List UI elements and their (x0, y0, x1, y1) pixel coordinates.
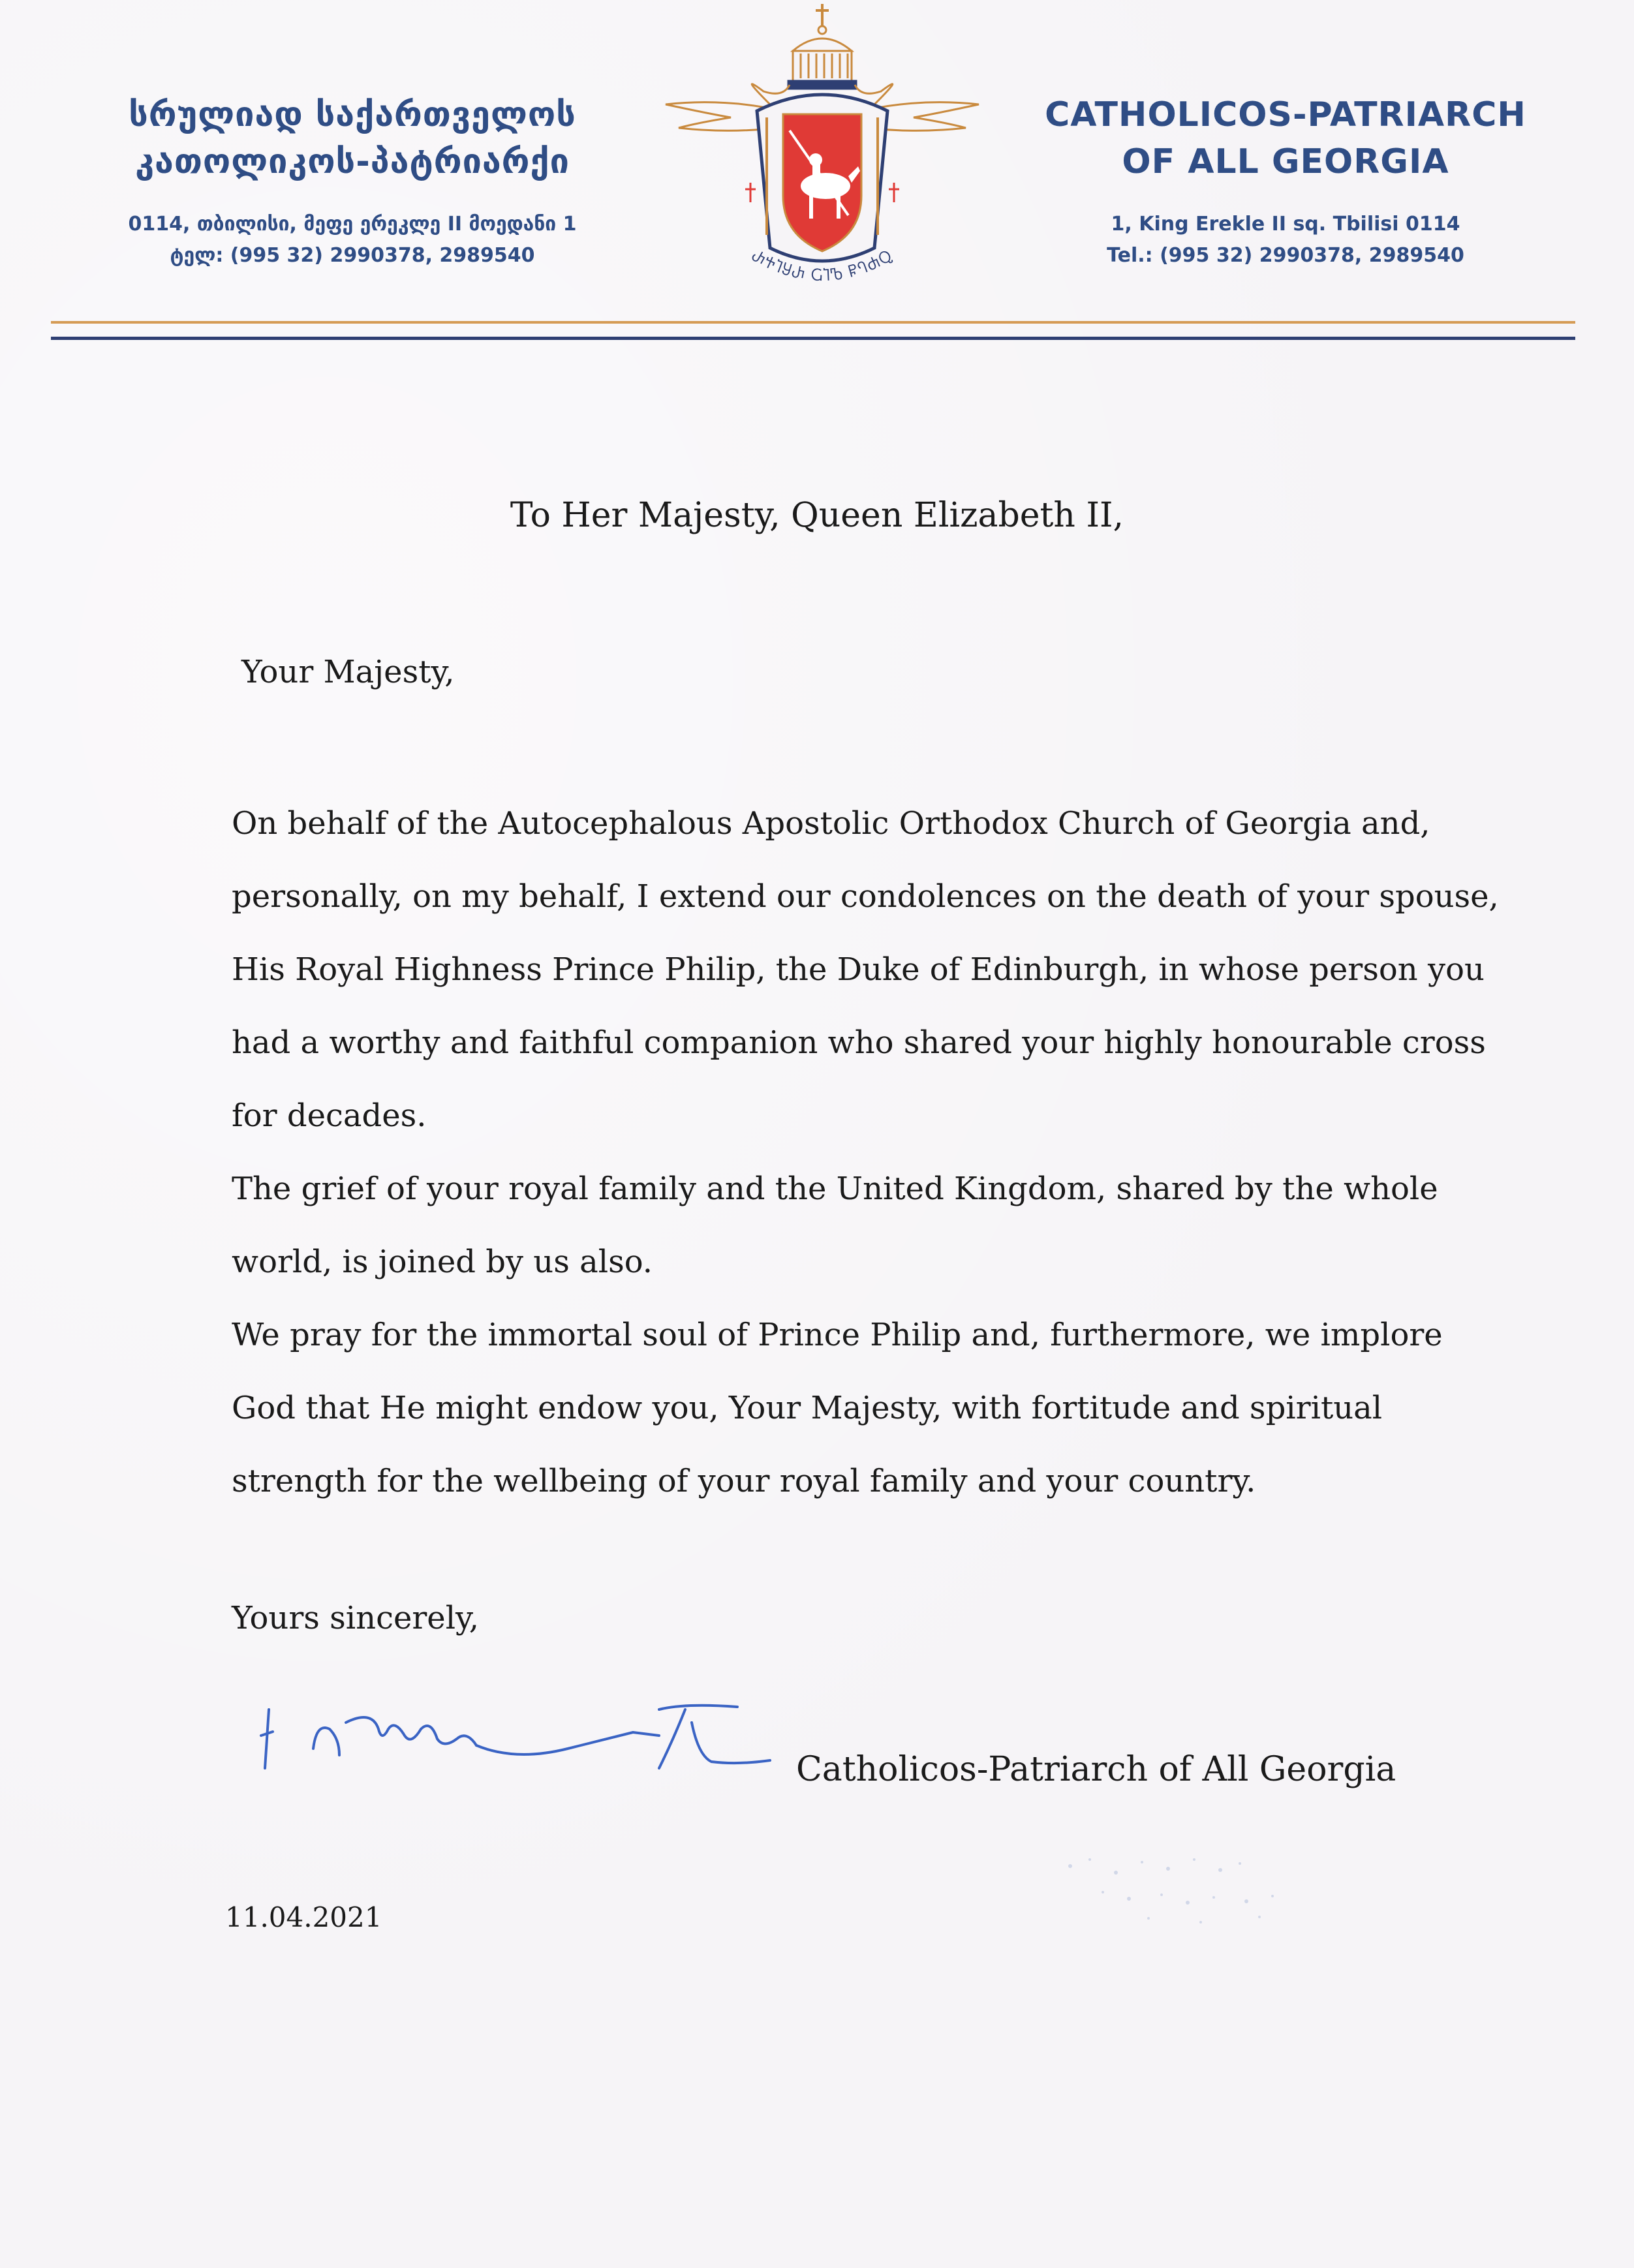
recipient-line: To Her Majesty, Queen Elizabeth II, (510, 496, 1124, 535)
cross-icon (816, 4, 829, 26)
paragraph-line: His Royal Highness Prince Philip, the Duke of Edinburgh, in whose person you (232, 951, 1485, 988)
emblem-ribbon-text: ႰႵႨႸႰ ႺႨႪ ႼႤႻႭ (748, 247, 897, 285)
letterhead-georgian-title-line2: კათოლიკოს-პატრიარქი (135, 142, 570, 181)
paragraph-line: for decades. (232, 1097, 427, 1134)
paragraph-line: personally, on my behalf, I extend our condolences on the death of your spouse, (232, 878, 1499, 915)
crown-icon (788, 26, 856, 89)
letterhead-georgian-phone: ტელ: (995 32) 2990378, 2989540 (170, 244, 535, 267)
letterhead-divider-gold (51, 321, 1575, 324)
letterhead-english-title-line1: CATHOLICOS-PATRIARCH (1045, 95, 1526, 134)
letterhead-english (992, 91, 1579, 271)
paragraph-line: On behalf of the Autocephalous Apostolic Orthodox Church of Georgia and, (232, 805, 1430, 842)
paragraph-line: God that He might endow you, Your Majesty, with fortitude and spiritual (232, 1390, 1383, 1426)
paragraph-line: The grief of your royal family and the United Kingdom, shared by the whole (232, 1171, 1438, 1207)
closing: Yours sincerely, (232, 1600, 480, 1636)
patriarchal-emblem-icon (653, 0, 992, 307)
salutation: Your Majesty, (241, 654, 455, 690)
letter-date: 11.04.2021 (225, 1901, 382, 1933)
paragraph-grief (232, 1152, 1438, 1298)
letterhead-english-phone: Tel.: (995 32) 2990378, 2989540 (1107, 244, 1464, 267)
paragraph-condolences (232, 787, 1499, 1152)
shield-icon (783, 114, 861, 251)
letterhead-georgian-title-line1: სრულიად საქართველოს (129, 95, 576, 134)
paragraph-line: world, is joined by us also. (232, 1244, 653, 1280)
letterhead-georgian-address: 0114, თბილისი, მეფე ერეკლე II მოედანი 1 (128, 213, 577, 236)
handwritten-signature (241, 1683, 803, 1814)
letterhead-georgian (52, 91, 653, 271)
letterhead-english-title-line2: OF ALL GEORGIA (1122, 142, 1449, 181)
letterhead-english-address: 1, King Erekle II sq. Tbilisi 0114 (1111, 213, 1460, 236)
seal-impression (1044, 1840, 1318, 1944)
paragraph-line: strength for the wellbeing of your royal family and your country. (232, 1463, 1256, 1499)
letterhead-divider-navy (51, 337, 1575, 340)
paragraph-line: We pray for the immortal soul of Prince Philip and, furthermore, we implore (232, 1317, 1443, 1353)
signer-title: Catholicos-Patriarch of All Georgia (796, 1750, 1396, 1789)
paragraph-prayer (232, 1298, 1443, 1518)
paragraph-line: had a worthy and faithful companion who shared your highly honourable cross (232, 1024, 1486, 1061)
